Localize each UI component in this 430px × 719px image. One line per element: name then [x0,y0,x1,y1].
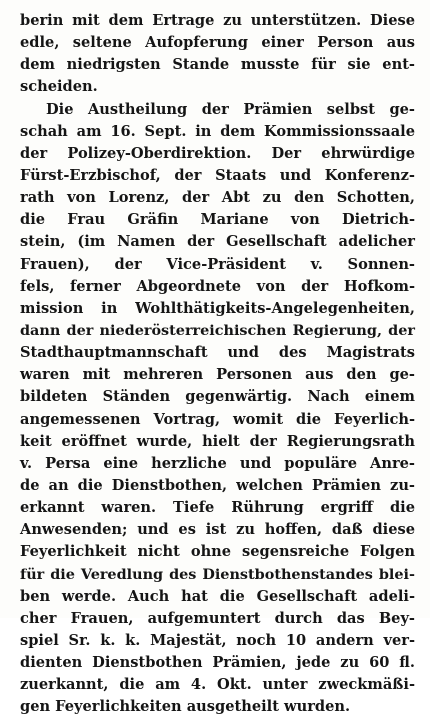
text-line: spiel Sr. k. k. Majestät, noch 10 andern ver- [20,631,415,649]
text-line: der Polizey-Oberdirektion. Der ehrwürdige [20,144,415,162]
text-line: erkannt waren. Tiefe Rührung ergriff die [20,499,415,517]
text-line: die Frau Gräfin Mariane von Dietrich- [20,211,415,229]
text-line: v. Persa eine herzliche und populäre Anre- [20,454,415,472]
text-line: mission in Wohlthätigkeits-Angelegenheiten, [20,299,415,317]
text-line: rath von Lorenz, der Abt zu den Schotten, [20,189,415,207]
paragraph-start-line: Die Austheilung der Prämien selbst ge- [46,100,415,118]
text-line: Anwesenden; und es ist zu hoffen, daß diese [20,521,415,539]
text-line: Feyerlichkeit nicht ohne segensreiche Folgen [20,543,415,561]
text-line: edle, seltene Aufopferung einer Person aus [20,34,415,52]
text-line: dienten Dienstbothen Prämien, jede zu 60 fl. [20,654,415,672]
text-line: stein, (im Namen der Gesellschaft adelicher [20,233,415,251]
text-line: keit eröffnet wurde, hielt der Regierungsrath [20,432,415,450]
text-line: waren mit mehreren Personen aus den ge- [20,366,415,384]
text-line: Fürst-Erzbischof, der Staats und Konferenz- [20,166,415,184]
text-line: ben werde. Auch hat die Gesellschaft adeli- [20,587,415,605]
text-line: berin mit dem Ertrage zu unterstützen. Diese [20,12,415,29]
text-line: zuerkannt, die am 4. Okt. unter zweckmäßi- [20,676,415,694]
text-line: cher Frauen, aufgemuntert durch das Bey- [20,609,415,627]
text-line: für die Veredlung des Dienstbothenstandes blei- [20,565,415,583]
text-line: fels, ferner Abgeordnete von der Hofkom- [20,277,415,295]
text-line: bildeten Ständen gegenwärtig. Nach einem [20,388,415,406]
text-line: dann der niederösterreichischen Regierung, der [20,321,415,339]
text-line: de an die Dienstbothen, welchen Prämien zu- [20,476,415,494]
article-text [20,10,415,719]
text-line: dem niedrigsten Stande musste für sie ent- [20,56,415,74]
text-line: scheiden. [20,78,98,96]
text-line: Frauen), der Vice-Präsident v. Sonnen- [20,255,415,273]
text-line: angemessenen Vortrag, womit die Feyerlich- [20,410,415,428]
text-line: gen Feyerlichkeiten ausgetheilt wurden. [20,698,351,716]
text-line: schah am 16. Sept. in dem Kommissionssaale [20,122,415,140]
text-line: Stadthauptmannschaft und des Magistrats [20,344,415,362]
